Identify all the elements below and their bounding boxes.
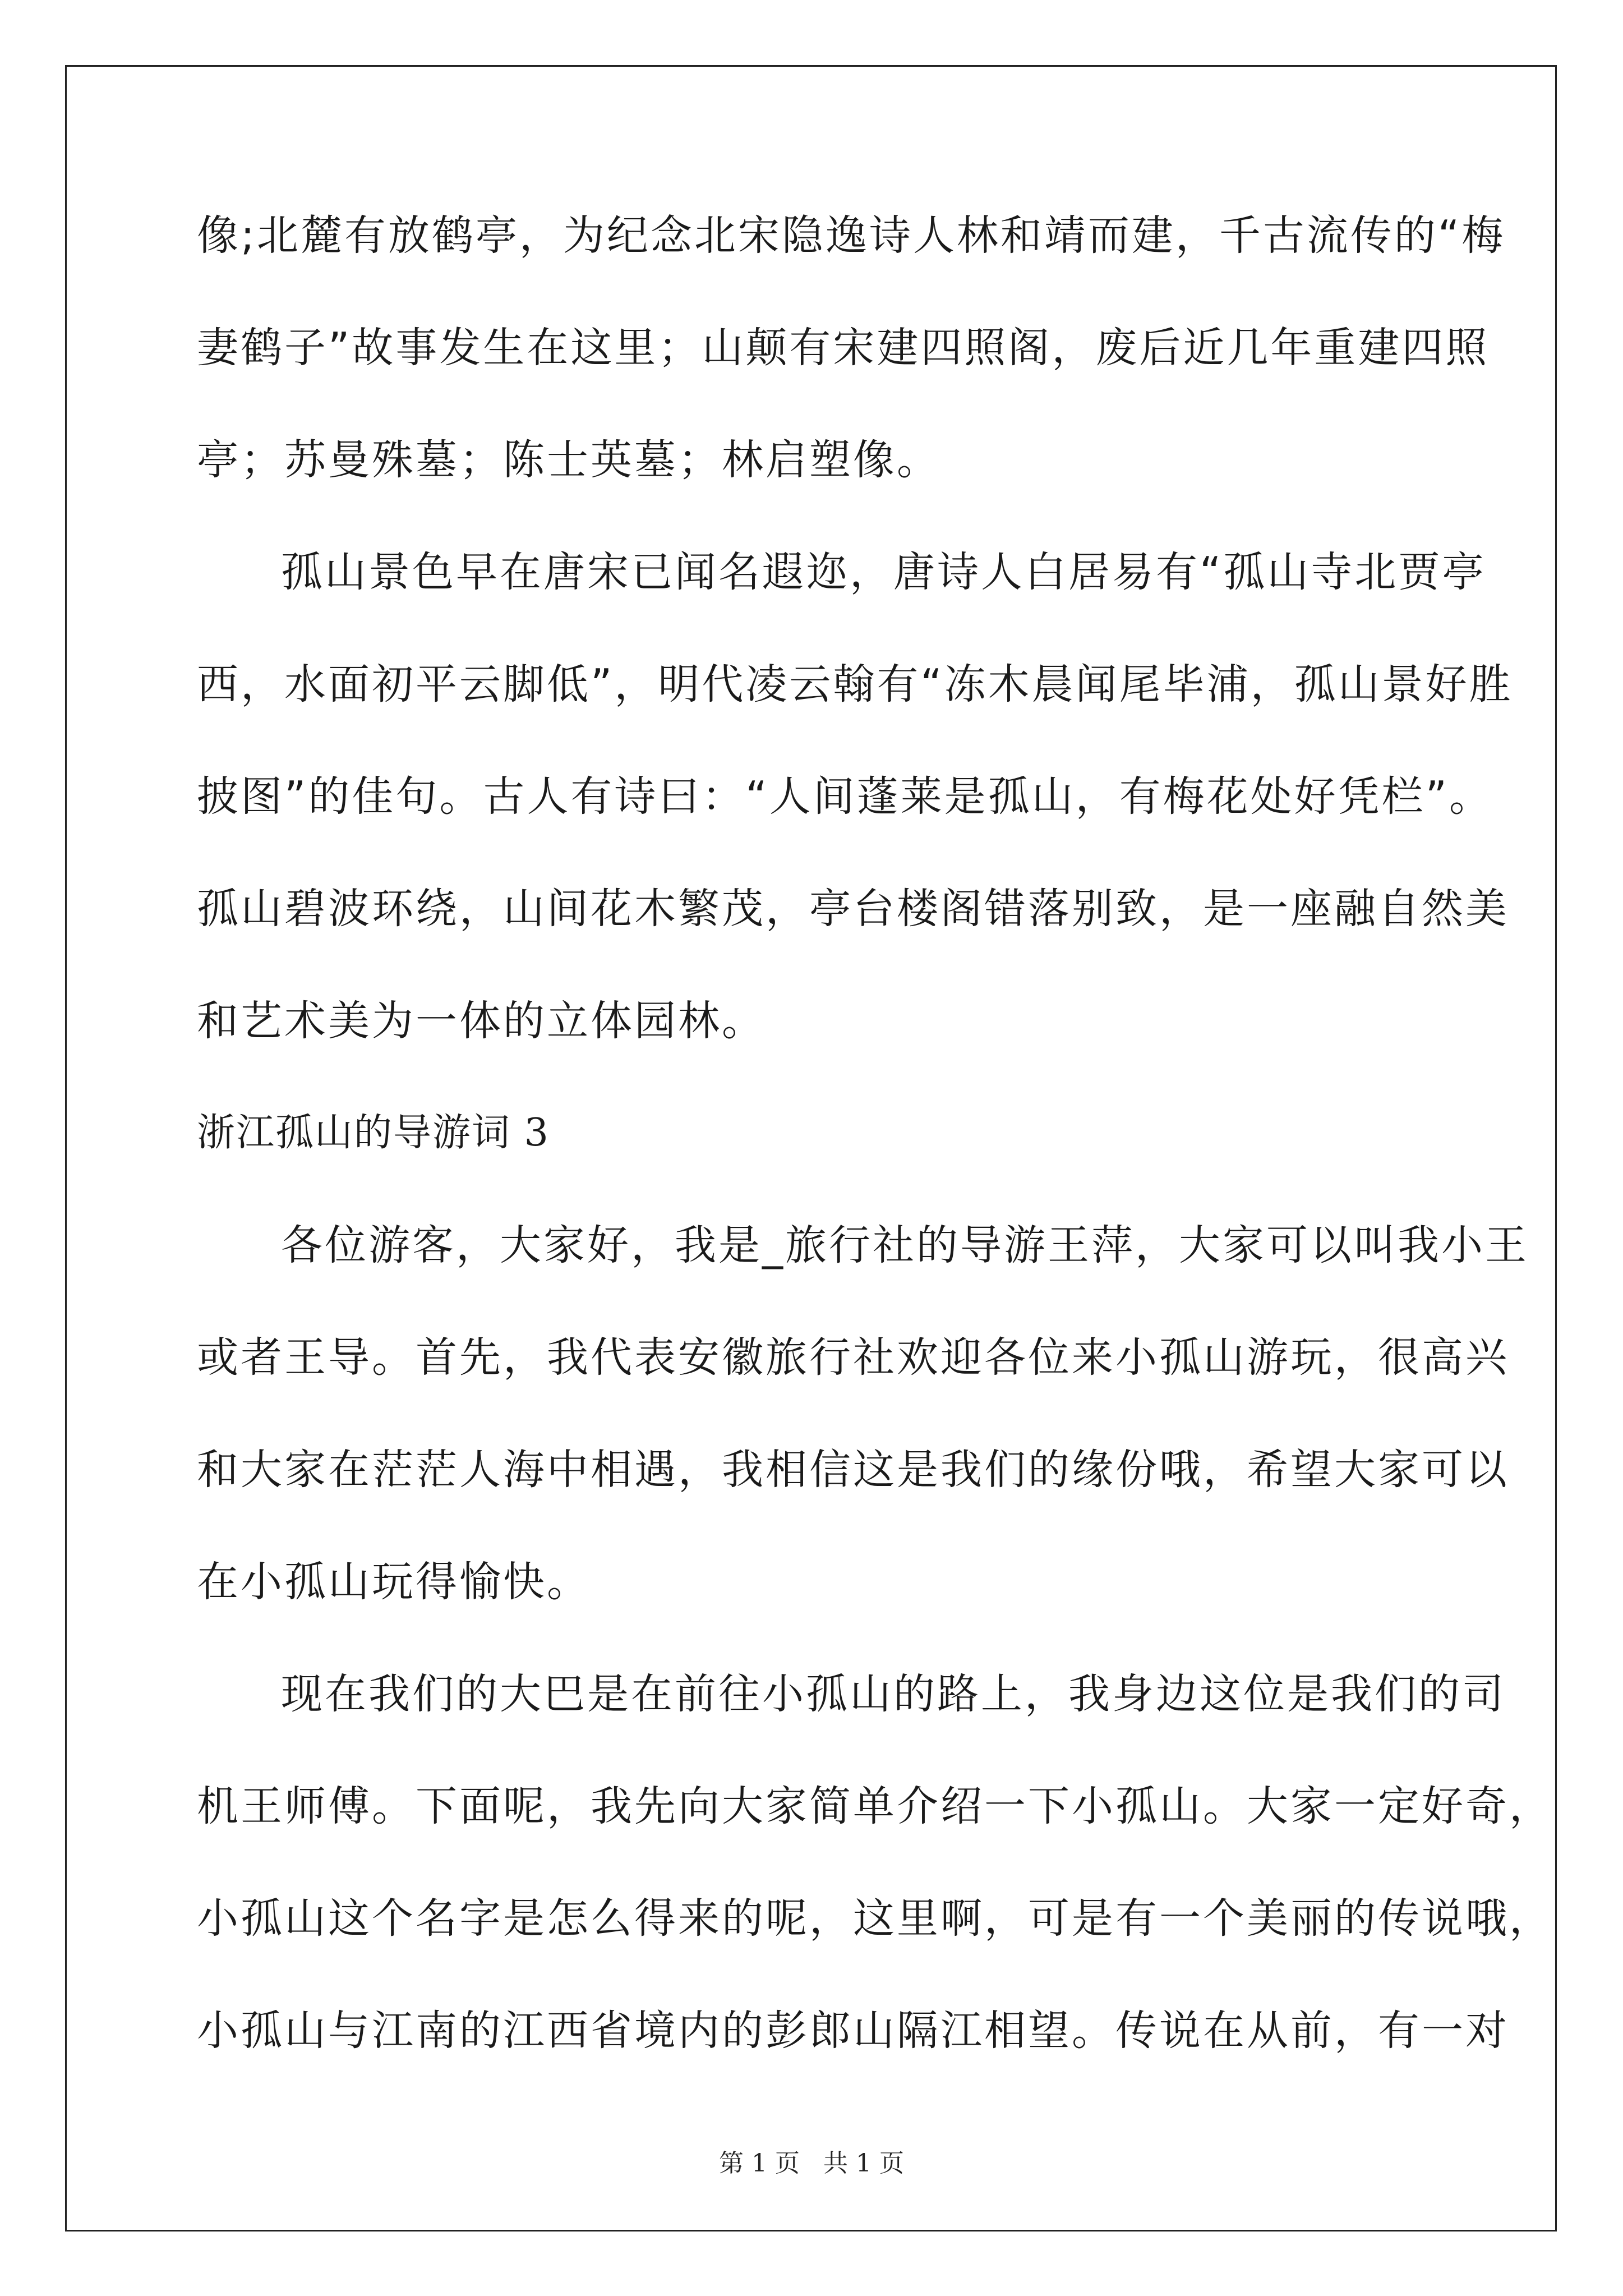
text-line: 西，水面初平云脚低”，明代凌云翰有“冻木晨闻尾毕浦，孤山景好胜 — [197, 660, 1513, 708]
text-line: 像;北麓有放鹤亭，为纪念北宋隐逸诗人林和靖而建，千古流传的“梅 — [197, 211, 1506, 260]
text-line: 披图”的佳句。古人有诗曰：“人间蓬莱是孤山，有梅花处好凭栏”。 — [197, 772, 1493, 821]
paragraph-first-line: 各位游客，大家好，我是_旅行社的导游王萍，大家可以叫我小王 — [281, 1221, 1529, 1269]
text-line: 在小孤山玩得愉快。 — [197, 1558, 591, 1606]
page-number: 第 1 页 — [719, 2149, 800, 2178]
text-line: 和艺术美为一体的立体园林。 — [197, 997, 766, 1045]
paragraph-first-line: 孤山景色早在唐宋已闻名遐迩，唐诗人白居易有“孤山寺北贾亭 — [281, 548, 1486, 596]
section-heading: 浙江孤山的导游词 3 — [197, 1111, 550, 1155]
text-line: 或者王导。首先，我代表安徽旅行社欢迎各位来小孤山游玩，很高兴 — [197, 1333, 1509, 1382]
text-line: 亭；苏曼殊墓；陈士英墓；林启塑像。 — [197, 436, 940, 484]
text-line: 小孤山与江南的江西省境内的彭郎山隔江相望。传说在从前，有一对 — [197, 2007, 1509, 2055]
page-total: 共 1 页 — [823, 2149, 904, 2178]
text-line: 妻鹤子”故事发生在这里；山颠有宋建四照阁，废后近几年重建四照 — [197, 324, 1490, 372]
text-line: 和大家在茫茫人海中相遇，我相信这是我们的缘份哦，希望大家可以 — [197, 1446, 1509, 1494]
paragraph-first-line: 现在我们的大巴是在前往小孤山的路上，我身边这位是我们的司 — [281, 1670, 1506, 1718]
text-line: 小孤山这个名字是怎么得来的呢，这里啊，可是有一个美丽的传说哦， — [197, 1894, 1553, 1943]
page-footer — [0, 2143, 1623, 2179]
text-line: 机王师傅。下面呢，我先向大家简单介绍一下小孤山。大家一定好奇， — [197, 1782, 1553, 1830]
text-line: 孤山碧波环绕，山间花木繁茂，亭台楼阁错落别致，是一座融自然美 — [197, 885, 1509, 933]
